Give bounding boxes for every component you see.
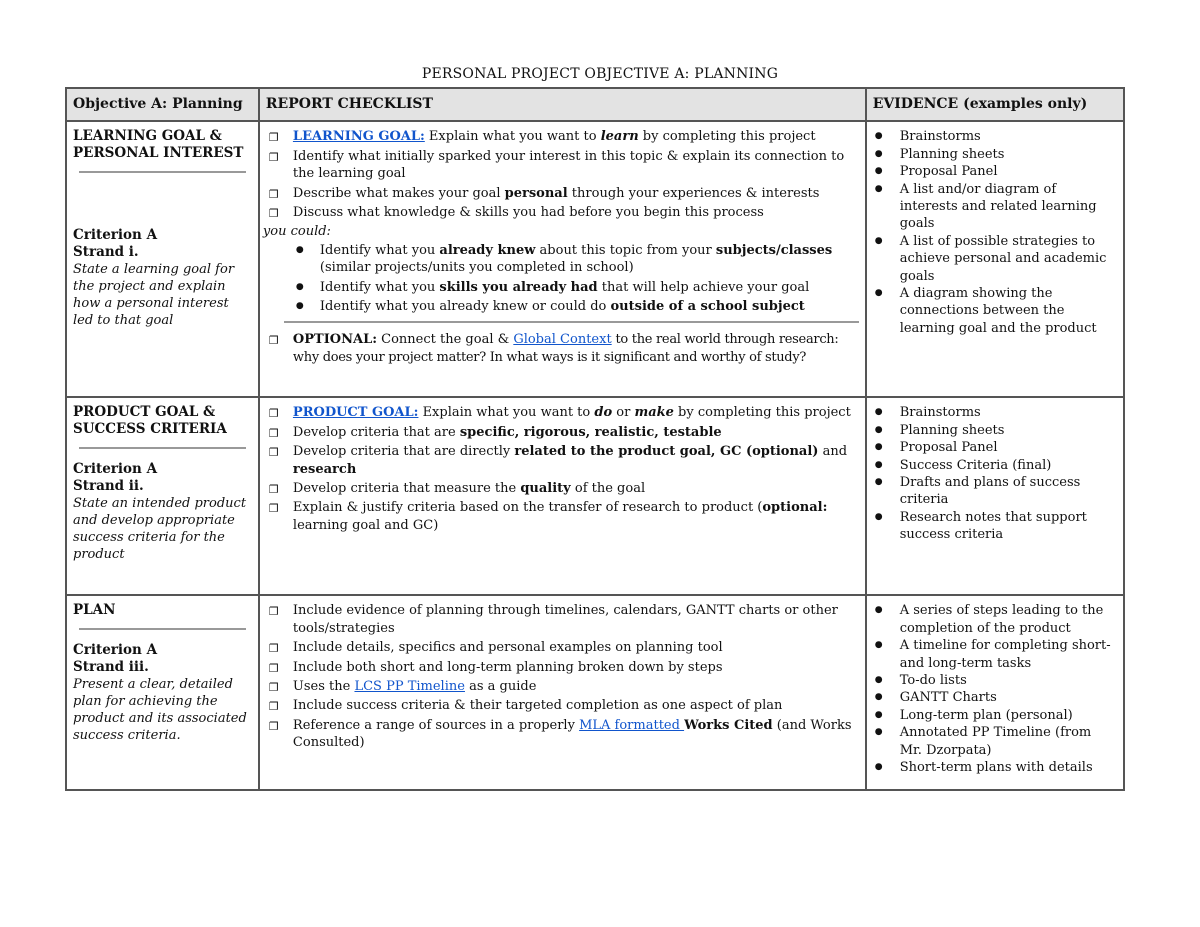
text: Identify what you	[319, 279, 440, 295]
checklist	[266, 602, 859, 751]
text: Explain what you want to	[424, 129, 601, 145]
text: Discuss what knowledge & skills you had before you begin this process	[292, 205, 764, 221]
objective-cell	[66, 595, 259, 790]
text: quality	[520, 481, 571, 497]
checkbox-icon[interactable]: ❐	[268, 502, 279, 516]
text: Describe what makes your goal	[292, 185, 505, 201]
checkbox-icon[interactable]: ❐	[268, 642, 279, 656]
list-item: ● Drafts and plans of success criteria	[873, 474, 1117, 509]
row-learning-goal	[66, 121, 1124, 397]
list-item: ● A list and/or diagram of interests and related learning goals	[873, 181, 1117, 233]
evidence-cell	[866, 397, 1124, 595]
criterion-label: Criterion A	[73, 461, 158, 478]
checkbox-icon[interactable]: ❐	[268, 700, 279, 714]
header-evidence: EVIDENCE (examples only)	[866, 88, 1124, 121]
list-item	[266, 128, 859, 145]
row-plan	[66, 595, 1124, 790]
list-item	[266, 443, 859, 478]
mla-formatted-link[interactable]: MLA formatted	[579, 717, 685, 733]
evidence-cell	[866, 595, 1124, 790]
list-item	[266, 204, 859, 221]
text: personal	[504, 185, 568, 201]
text: (similar projects/units you completed in school)	[319, 260, 634, 276]
divider	[284, 321, 859, 323]
text: through your experiences & interests	[567, 185, 820, 201]
checkbox-icon[interactable]: ❐	[268, 681, 279, 695]
list-item: ● Short-term plans with details	[873, 759, 1117, 776]
list-item: ● Success Criteria (final)	[873, 457, 1117, 474]
evidence-list	[873, 602, 1117, 776]
list-item: ● Planning sheets	[873, 146, 1117, 163]
page-title: PERSONAL PROJECT OBJECTIVE A: PLANNING	[421, 66, 779, 82]
row-product-goal	[66, 397, 1124, 595]
text: make	[634, 405, 674, 421]
strand-description: State a learning goal for the project and explain how a personal interest led to that goal	[73, 262, 235, 329]
list-item	[266, 424, 859, 441]
checkbox-icon[interactable]: ❐	[268, 187, 279, 201]
text: subjects/classes	[715, 242, 833, 258]
list-item: ● A diagram showing the connections between the learning goal and the product	[873, 285, 1117, 337]
text: learn	[600, 129, 639, 145]
list-item	[293, 298, 859, 315]
text: Reference a range of sources in a properly	[292, 717, 580, 733]
list-item	[266, 678, 859, 695]
text: Identify what initially sparked your interest in this topic & explain its connection to the learning goal	[292, 148, 845, 182]
checklist-cell	[259, 397, 866, 595]
checkbox-icon[interactable]: ❐	[268, 131, 279, 145]
list-item	[293, 279, 859, 296]
text: about this topic from your	[535, 242, 716, 258]
text: OPTIONAL:	[292, 332, 378, 348]
checkbox-icon[interactable]: ❐	[268, 605, 279, 619]
list-item: ● GANTT Charts	[873, 689, 1117, 706]
checklist	[266, 128, 859, 221]
objective-cell	[66, 121, 259, 397]
text: research	[292, 461, 357, 477]
header-objective: Objective A: Planning	[66, 88, 259, 121]
text: by completing this project	[673, 405, 851, 421]
text: and	[818, 444, 848, 460]
header-checklist: REPORT CHECKLIST	[259, 88, 866, 121]
list-item	[266, 717, 859, 752]
text: Identify what you already knew or could do	[319, 299, 611, 315]
objective-cell	[66, 397, 259, 595]
strand-label: Strand ii.	[73, 478, 144, 495]
planning-table	[65, 87, 1125, 791]
evidence-list	[873, 404, 1117, 543]
list-item: ● Long-term plan (personal)	[873, 707, 1117, 724]
list-item	[266, 659, 859, 676]
evidence-cell	[866, 121, 1124, 397]
text: do	[594, 405, 613, 421]
list-item	[266, 185, 859, 202]
text: Include both short and long-term planning broken down by steps	[292, 659, 723, 675]
divider	[79, 171, 246, 173]
section-title: PRODUCT GOAL & SUCCESS CRITERIA	[73, 404, 227, 438]
checkbox-icon[interactable]: ❐	[268, 407, 279, 421]
divider	[79, 628, 246, 630]
criterion-label: Criterion A	[73, 227, 158, 244]
list-item	[266, 499, 859, 534]
strand-description: State an intended product and develop appropriate success criteria for the product	[73, 496, 247, 563]
checkbox-icon[interactable]: ❐	[268, 334, 279, 348]
text: learning goal and GC)	[292, 517, 439, 533]
checkbox-icon[interactable]: ❐	[268, 150, 279, 164]
text: outside of a school subject	[610, 299, 805, 315]
list-item	[266, 480, 859, 497]
checkbox-icon[interactable]: ❐	[268, 483, 279, 497]
checklist-cell	[259, 595, 866, 790]
list-item	[293, 242, 859, 277]
checkbox-icon[interactable]: ❐	[268, 426, 279, 440]
text: by completing this project	[638, 129, 816, 145]
text: Works Cited	[684, 717, 773, 733]
list-item	[266, 331, 859, 366]
text: Connect the goal &	[377, 332, 514, 348]
checklist-cell	[259, 121, 866, 397]
checklist	[266, 331, 859, 366]
strand-label: Strand i.	[73, 244, 139, 261]
strand-label: Strand iii.	[73, 659, 149, 676]
text: Include evidence of planning through timelines, calendars, GANTT charts or other tools/strategies	[292, 603, 838, 636]
lcs-pp-timeline-link[interactable]: LCS PP Timeline	[354, 679, 465, 695]
list-item: ● Brainstorms	[873, 128, 1117, 145]
list-item	[266, 602, 859, 637]
list-item: ● Planning sheets	[873, 422, 1117, 439]
strand-description: Present a clear, detailed plan for achieving the product and its associated success criteria.	[73, 677, 247, 744]
list-item: ● Annotated PP Timeline (from Mr. Dzorpata)	[873, 724, 1117, 759]
sub-list	[293, 242, 859, 316]
divider	[79, 447, 246, 449]
text: to the real world through research: why does your project matter? In what ways is it significant and worthy of study?	[292, 332, 839, 365]
list-item: ● A series of steps leading to the completion of the product	[873, 602, 1117, 637]
text: Explain & justify criteria based on the transfer of research to product (	[292, 500, 763, 516]
checkbox-icon[interactable]: ❐	[268, 207, 279, 221]
text: (and Works Consulted)	[292, 717, 852, 751]
global-context-link[interactable]: Global Context	[513, 332, 612, 348]
text: Include details, specifics and personal examples on planning tool	[292, 640, 723, 656]
list-item: ● A list of possible strategies to achieve personal and academic goals	[873, 233, 1117, 285]
list-item: ● Brainstorms	[873, 404, 1117, 421]
checkbox-icon[interactable]: ❐	[268, 446, 279, 460]
list-item	[266, 148, 859, 183]
list-item: ● A timeline for completing short- and long-term tasks	[873, 637, 1117, 672]
learning-goal-link[interactable]: LEARNING GOAL:	[292, 129, 425, 145]
text: Develop criteria that are directly	[292, 444, 515, 460]
checkbox-icon[interactable]: ❐	[268, 719, 279, 733]
text: or	[612, 405, 635, 421]
text: specific, rigorous, realistic, testable	[459, 424, 722, 440]
evidence-list	[873, 128, 1117, 337]
section-title: LEARNING GOAL & PERSONAL INTEREST	[73, 128, 244, 162]
text: optional:	[762, 500, 828, 516]
list-item: ● To-do lists	[873, 672, 1117, 689]
header-row	[66, 88, 1124, 121]
list-item: ● Research notes that support success criteria	[873, 509, 1117, 544]
text: Explain what you want to	[418, 405, 595, 421]
list-item: ● Proposal Panel	[873, 163, 1117, 180]
list-item	[266, 697, 859, 714]
text: related to the product goal, GC (optional)	[514, 444, 819, 460]
text: skills you already had	[439, 279, 598, 295]
text: Develop criteria that measure the	[292, 481, 521, 497]
text: Identify what you	[319, 242, 440, 258]
list-item	[266, 639, 859, 656]
text: Include success criteria & their targeted completion as one aspect of plan	[292, 698, 783, 714]
text: of the goal	[570, 481, 646, 497]
criterion-label: Criterion A	[73, 642, 158, 659]
product-goal-link[interactable]: PRODUCT GOAL:	[292, 405, 419, 421]
text: already knew	[439, 242, 536, 258]
text: as a guide	[464, 679, 537, 695]
checkbox-icon[interactable]: ❐	[268, 661, 279, 675]
text: that will help achieve your goal	[597, 279, 810, 295]
text: Uses the	[292, 679, 355, 695]
text: Develop criteria that are	[292, 424, 460, 440]
checklist	[266, 404, 859, 534]
list-item: ● Proposal Panel	[873, 439, 1117, 456]
section-title: PLAN	[73, 602, 116, 619]
could-label: you could:	[262, 224, 331, 240]
list-item	[266, 404, 859, 421]
